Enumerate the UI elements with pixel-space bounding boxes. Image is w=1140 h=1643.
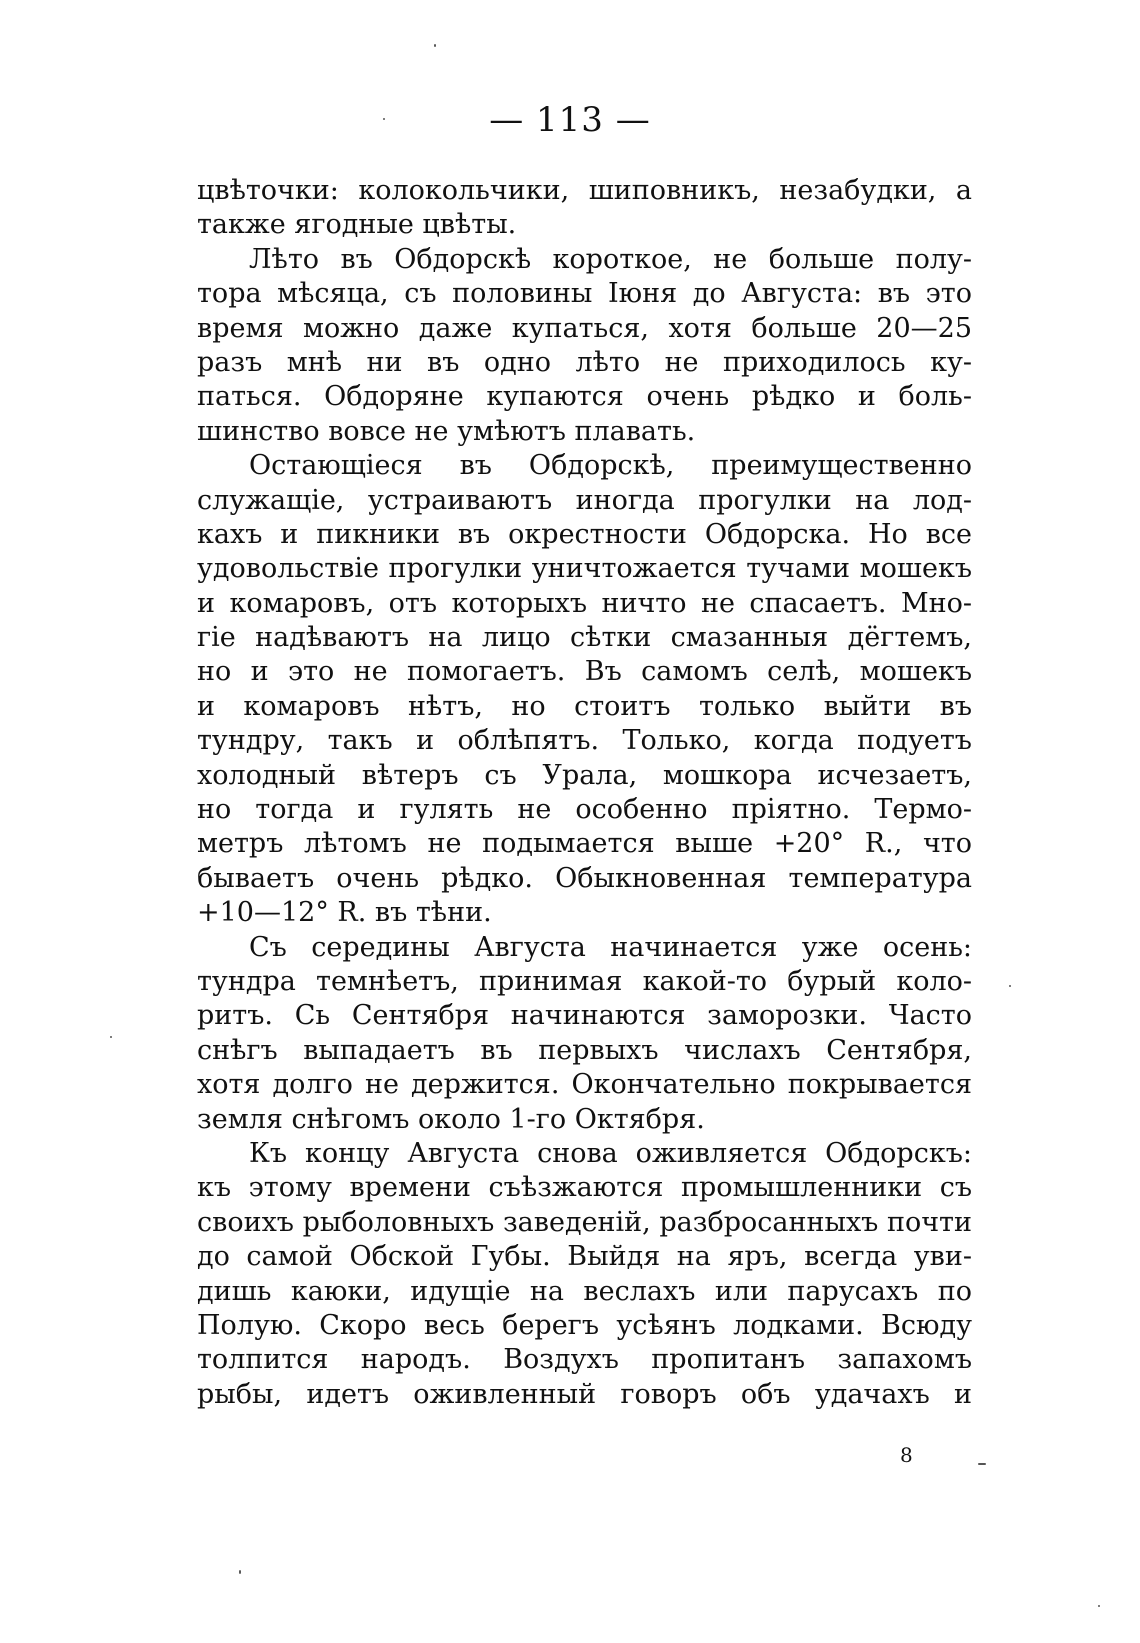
text-line: Остающіеся въ Обдорскѣ, преимущественно [249, 450, 972, 482]
text-line: но и это не помогаетъ. Въ самомъ селѣ, мошекъ [197, 656, 972, 688]
text-line: рыбы, идетъ оживленный говоръ объ удачахъ и [197, 1378, 972, 1410]
text-line: ритъ. Сь Сентября начинаются заморозки. Часто [197, 1000, 972, 1032]
text-line: къ этому времени съѣзжаются промышленники съ [197, 1172, 972, 1204]
text-line: и комаровъ, отъ которыхъ ничто не спасаетъ. Мно- [197, 587, 972, 619]
text-line: холодный вѣтеръ съ Урала, мошкора исчезаетъ, [197, 759, 972, 791]
text-line: до самой Обской Губы. Выйдя на яръ, всегда уви- [197, 1241, 972, 1273]
text-line: паться. Обдоряне купаются очень рѣдко и боль- [197, 381, 972, 413]
text-line: Къ концу Августа снова оживляется Обдорскъ: [249, 1137, 972, 1169]
body-text [197, 174, 972, 1412]
text-line: снѣгъ выпадаетъ въ первыхъ числахъ Сентября, [197, 1034, 972, 1066]
scan-speck [239, 1570, 241, 1574]
text-line: бываетъ очень рѣдко. Обыкновенная температура [197, 862, 972, 894]
scan-speck [978, 1463, 986, 1465]
text-line: и комаровъ нѣтъ, но стоитъ только выйти въ [197, 690, 972, 722]
text-line: дишь каюки, идущіе на веслахъ или парусахъ по [197, 1275, 972, 1307]
text-line: но тогда и гулять не особенно пріятно. Термо- [197, 794, 972, 826]
page-number: — 113 — [489, 100, 651, 140]
scan-speck [434, 44, 436, 47]
text-line: хотя долго не держится. Окончательно покрывается [197, 1069, 972, 1101]
text-line: удовольствіе прогулки уничтожается тучами мошекъ [197, 553, 972, 585]
text-line: разъ мнѣ ни въ одно лѣто не приходилось ку- [197, 346, 972, 378]
scan-speck [1098, 1605, 1100, 1607]
text-line: своихъ рыболовныхъ заведеній, разбросанныхъ почти [197, 1206, 972, 1238]
text-line: кахъ и пикники въ окрестности Обдорска. Но все [197, 518, 972, 550]
text-line: тундру, такъ и облѣпятъ. Только, когда подуетъ [197, 725, 972, 757]
text-line: +10—12° R. въ тѣни. [197, 897, 492, 929]
text-line: толпится народъ. Воздухъ пропитанъ запахомъ [197, 1344, 972, 1376]
text-line: шинство вовсе не умѣютъ плавать. [197, 415, 696, 447]
text-line: также ягодные цвѣты. [197, 209, 517, 241]
text-line: служащіе, устраиваютъ иногда прогулки на лод- [197, 484, 972, 516]
text-line: гіе надѣваютъ на лицо сѣтки смазанныя дёгтемъ, [197, 622, 972, 654]
scan-speck [1009, 985, 1011, 987]
text-line: тора мѣсяца, съ половины Іюня до Августа: въ это [197, 278, 972, 310]
text-line: тундра темнѣетъ, принимая какой-то бурый коло- [197, 965, 972, 997]
text-line: земля снѣгомъ около 1-го Октября. [197, 1103, 705, 1135]
text-line: Лѣто въ Обдорскѣ короткое, не больше полу- [249, 243, 972, 275]
text-line: время можно даже купаться, хотя больше 20—25 [197, 312, 972, 344]
scan-speck [383, 118, 385, 120]
text-line: Съ середины Августа начинается уже осень: [249, 931, 972, 963]
signature-mark: 8 [900, 1443, 913, 1467]
text-line: Полую. Скоро весь берегъ усѣянъ лодками. Всюду [197, 1309, 972, 1341]
scan-speck [110, 1036, 112, 1038]
text-line: метръ лѣтомъ не подымается выше +20° R., что [197, 828, 972, 860]
text-line: цвѣточки: колокольчики, шиповникъ, незабудки, а [197, 175, 972, 206]
